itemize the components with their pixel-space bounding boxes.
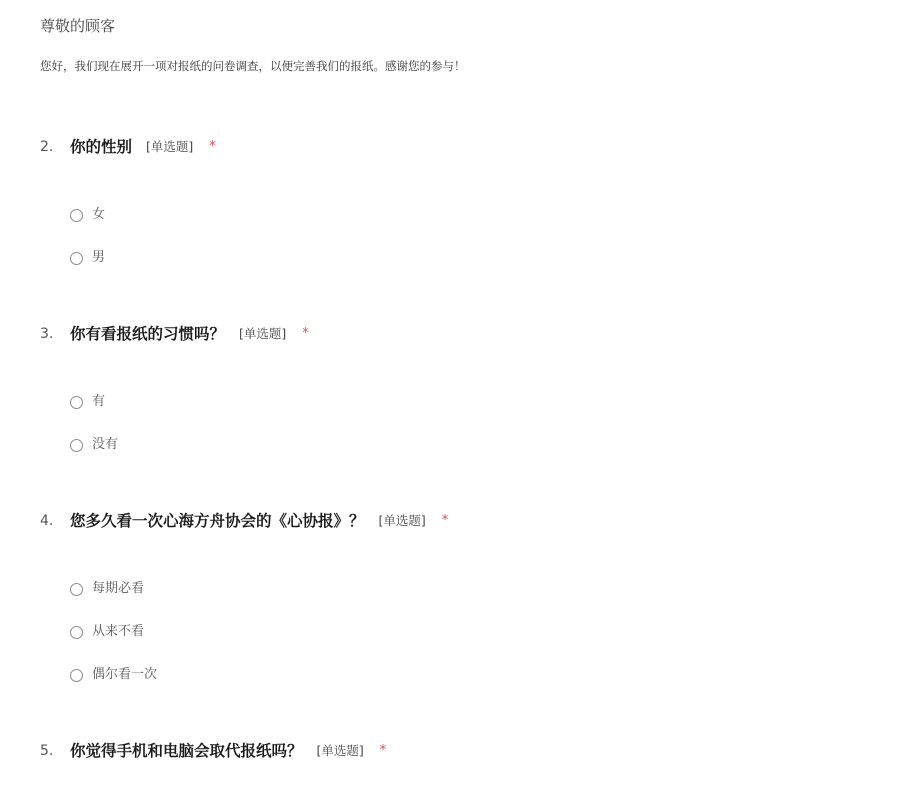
- radio-unchecked-icon[interactable]: [70, 209, 83, 222]
- option-no[interactable]: [70, 435, 118, 455]
- question-type-label: [单选题]: [378, 513, 426, 528]
- question-title: 您多久看一次心海方舟协会的《心协报》？: [70, 512, 365, 530]
- question-number: 4.: [40, 513, 54, 529]
- option-female[interactable]: [70, 205, 105, 225]
- radio-unchecked-icon[interactable]: [70, 669, 83, 682]
- radio-unchecked-icon[interactable]: [70, 583, 83, 596]
- question-2: [40, 135, 860, 265]
- question-header: [40, 509, 860, 533]
- question-header: [40, 739, 860, 763]
- question-title: 你有看报纸的习惯吗？: [70, 325, 226, 343]
- option-yes[interactable]: [70, 392, 105, 412]
- option-label[interactable]: 男: [92, 250, 106, 265]
- radio-unchecked-icon[interactable]: [70, 626, 83, 639]
- question-number: 2.: [40, 139, 54, 155]
- option-label[interactable]: 没有: [92, 437, 119, 452]
- option-label[interactable]: 有: [92, 394, 106, 409]
- question-type-label: [单选题]: [239, 326, 287, 341]
- radio-unchecked-icon[interactable]: [70, 252, 83, 265]
- question-type-label: [单选题]: [146, 139, 194, 154]
- required-marker: *: [302, 326, 309, 341]
- option-label[interactable]: 每期必看: [92, 581, 145, 596]
- question-type-label: [单选题]: [316, 743, 364, 758]
- radio-unchecked-icon[interactable]: [70, 439, 83, 452]
- question-number: 3.: [40, 326, 54, 342]
- option-never[interactable]: [70, 622, 144, 642]
- question-title: 你觉得手机和电脑会取代报纸吗？: [70, 742, 303, 760]
- question-number: 5.: [40, 743, 54, 759]
- option-every-issue[interactable]: [70, 579, 144, 599]
- option-label[interactable]: 女: [92, 207, 106, 222]
- option-label[interactable]: 偶尔看一次: [92, 667, 158, 682]
- required-marker: *: [379, 743, 387, 758]
- question-3: [40, 322, 860, 452]
- question-4: [40, 509, 860, 682]
- option-male[interactable]: [70, 248, 105, 268]
- survey-greeting: 尊敬的顾客: [40, 17, 116, 35]
- question-title: 你的性别: [70, 138, 133, 156]
- required-marker: *: [209, 139, 216, 154]
- radio-unchecked-icon[interactable]: [70, 396, 83, 409]
- option-label[interactable]: 从来不看: [92, 624, 145, 639]
- survey-intro: 您好，我们现在展开一项对报纸的问卷调查，以便完善我们的报纸。感谢您的参与！: [40, 59, 466, 73]
- question-header: [40, 322, 860, 346]
- question-header: [40, 135, 860, 159]
- question-5: [40, 739, 860, 763]
- required-marker: *: [441, 513, 449, 528]
- option-occasionally[interactable]: [70, 665, 157, 685]
